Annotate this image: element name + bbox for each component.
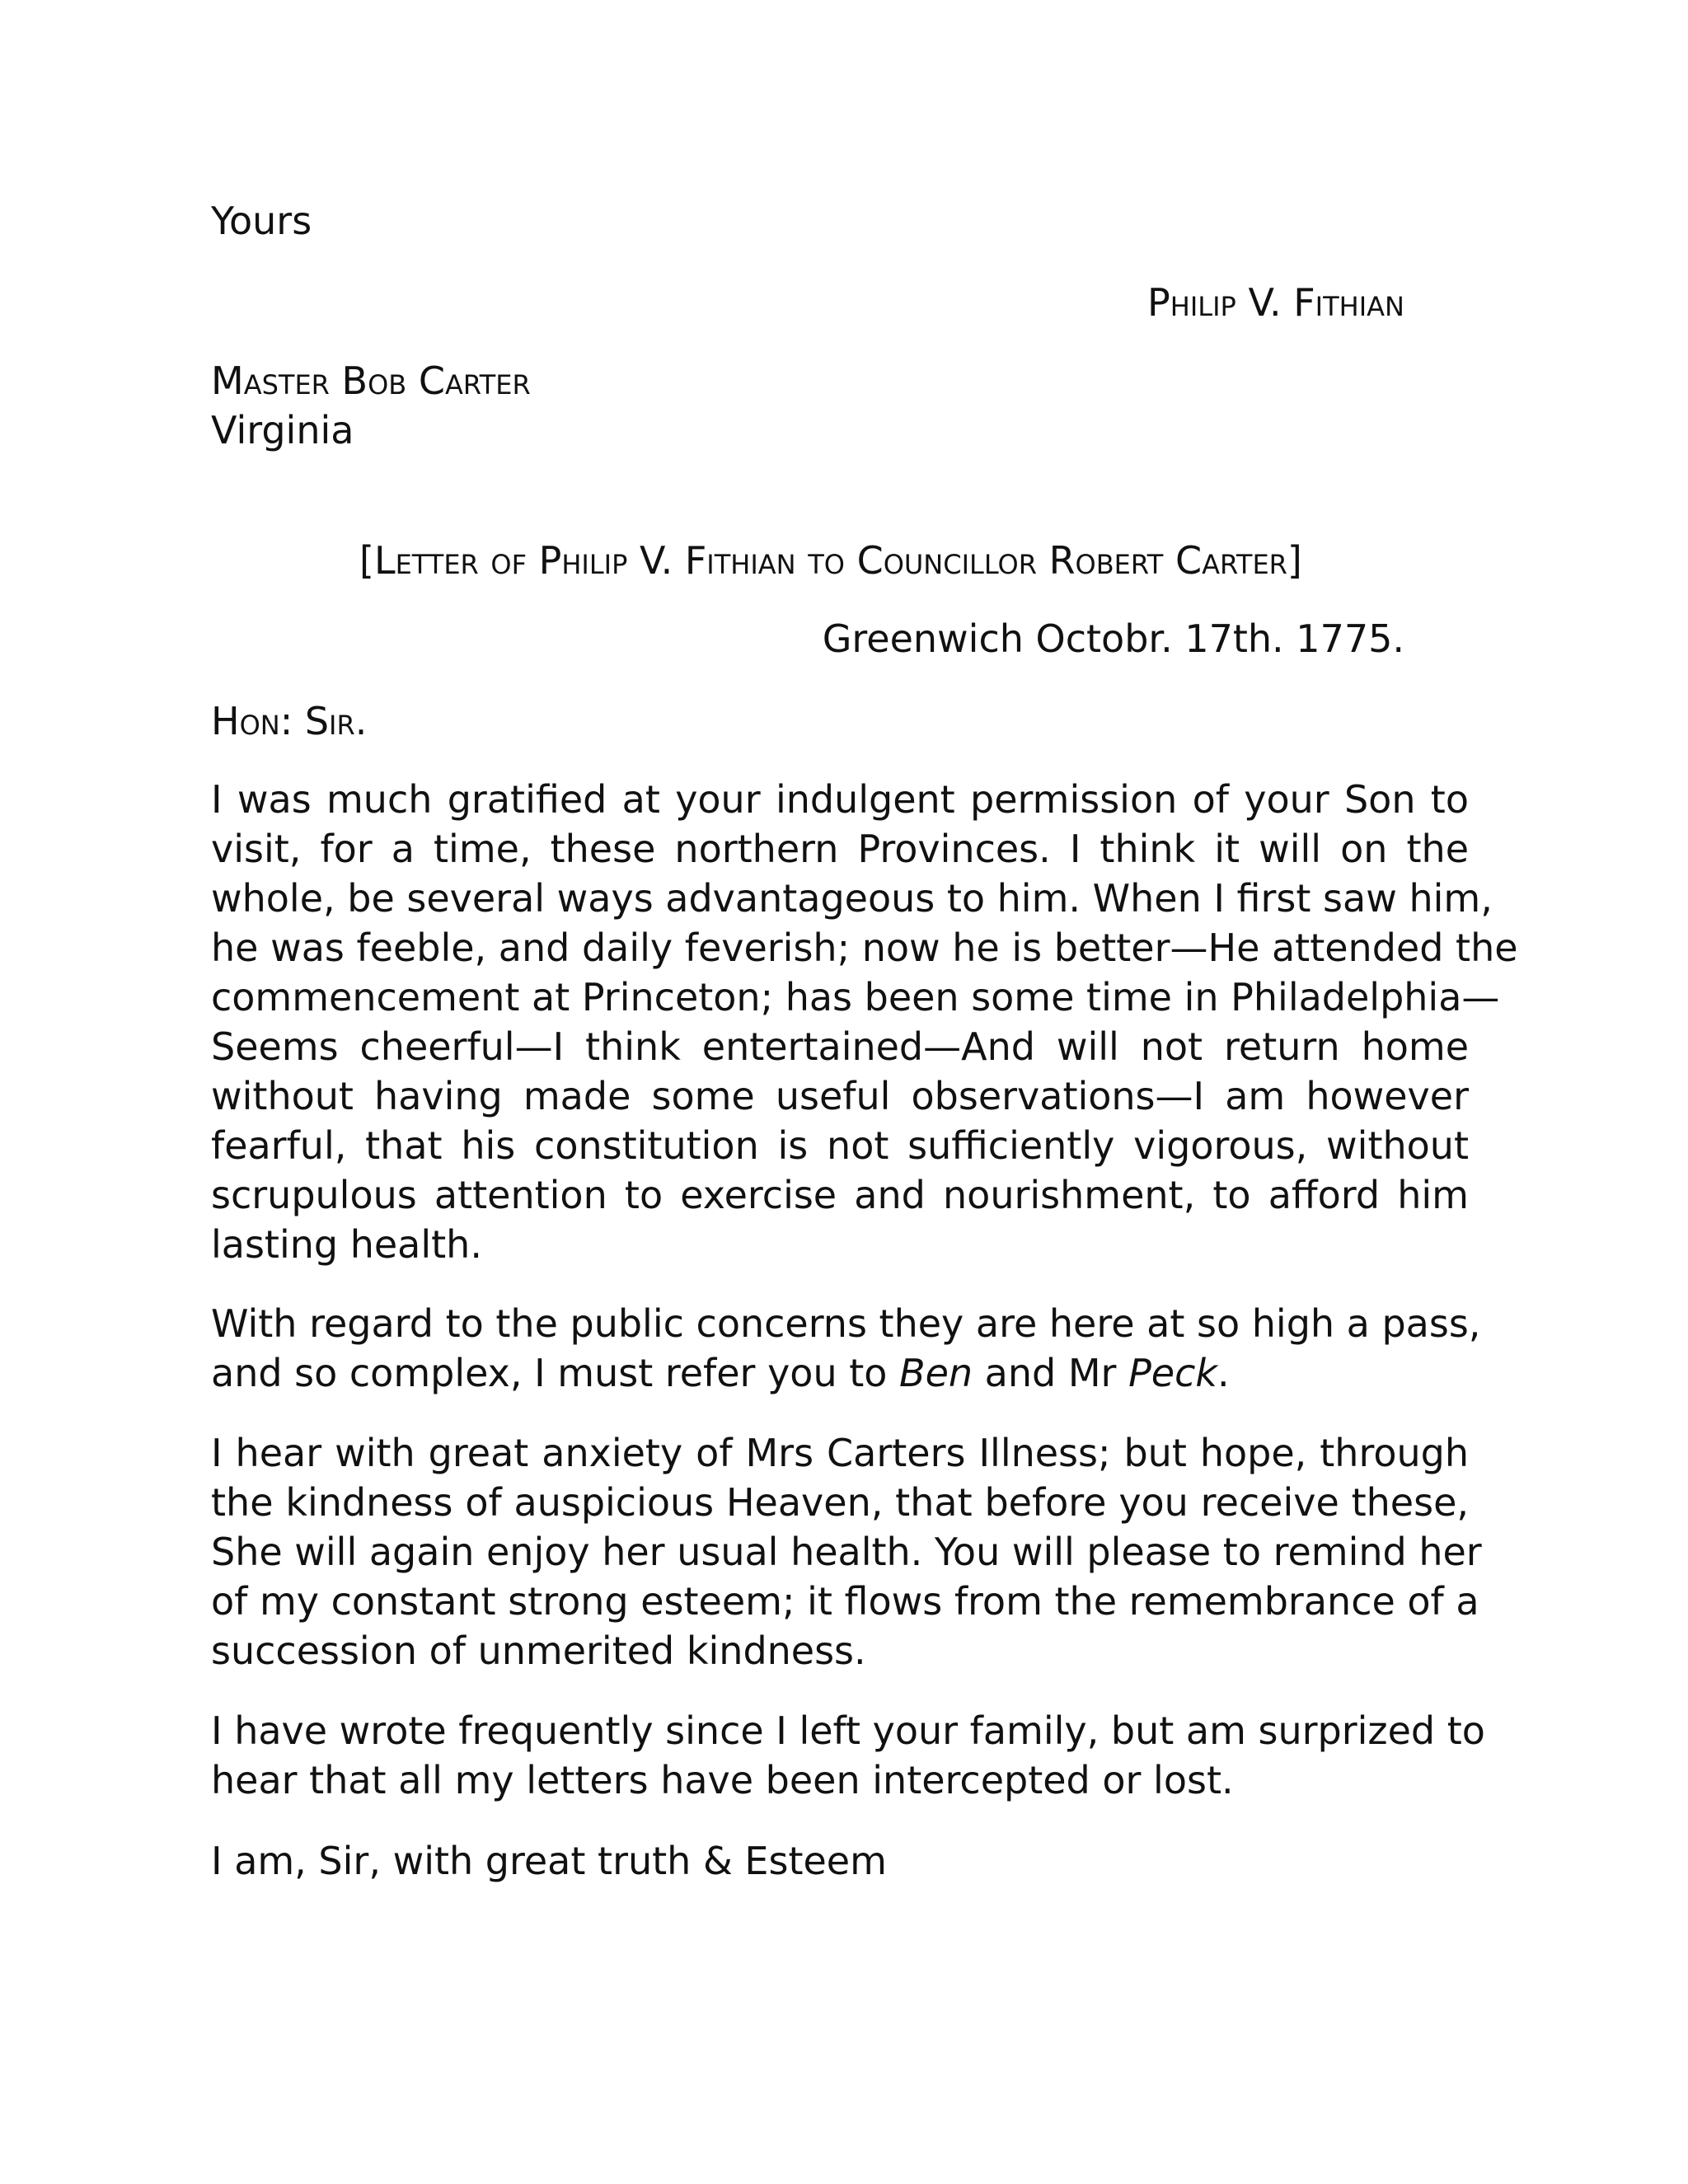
signature-fithian: Philip V. Fithian — [1147, 280, 1404, 325]
paragraph-line: succession of unmerited kindness. — [211, 1629, 866, 1673]
text-run: and so complex, I must refer you to — [211, 1351, 900, 1395]
paragraph-line: With regard to the public concerns they are here at so high a pass, — [211, 1301, 1481, 1346]
paragraph-line — [211, 1348, 1469, 1398]
paragraph-line: without having made some useful observations—I am however — [211, 1074, 1469, 1118]
recipient-name: Master Bob Carter — [211, 359, 531, 403]
paragraph-line: the kindness of auspicious Heaven, that before you receive these, — [211, 1480, 1469, 1525]
paragraph-line: of my constant strong esteem; it flows from the remembrance of a — [211, 1579, 1479, 1624]
dateline: Greenwich Octobr. 17th. 1775. — [822, 616, 1404, 661]
text-run: . — [1217, 1351, 1230, 1395]
closing-yours: Yours — [211, 199, 312, 243]
text-run: and Mr — [973, 1351, 1129, 1395]
paragraph-2 — [211, 1299, 1481, 1398]
paragraph-line: hear that all my letters have been intercepted or lost. — [211, 1758, 1234, 1802]
paragraph-line: Seems cheerful—I think entertained—And will not return home — [211, 1024, 1469, 1069]
name-ben: Ben — [899, 1351, 973, 1395]
paragraph-line: whole, be several ways advantageous to him. When I first saw him, — [211, 876, 1493, 921]
salutation: Hon: Sir. — [211, 699, 368, 743]
paragraph-line: I hear with great anxiety of Mrs Carters Illness; but hope, through — [211, 1431, 1469, 1475]
paragraph-1 — [211, 775, 1518, 1269]
paragraph-line: She will again enjoy her usual health. You will please to remind her — [211, 1530, 1482, 1574]
paragraph-line: scrupulous attention to exercise and nourishment, to afford him — [211, 1173, 1469, 1217]
paragraph-line: fearful, that his constitution is not sufficiently vigorous, without — [211, 1123, 1469, 1168]
name-peck: Peck — [1128, 1351, 1218, 1395]
paragraph-line: he was feeble, and daily feverish; now he is better—He attended the — [211, 926, 1518, 970]
paragraph-line: visit, for a time, these northern Provinces. I think it will on the — [211, 827, 1469, 871]
recipient-place: Virginia — [211, 408, 354, 452]
paragraph-line: I was much gratified at your indulgent permission of your Son to — [211, 777, 1469, 822]
paragraph-4 — [211, 1706, 1485, 1805]
closing-line: I am, Sir, with great truth & Esteem — [211, 1839, 887, 1883]
paragraph-line: I have wrote frequently since I left your family, but am surprized to — [211, 1708, 1485, 1753]
paragraph-line: commencement at Princeton; has been some time in Philadelphia— — [211, 975, 1500, 1019]
paragraph-3 — [211, 1428, 1482, 1675]
paragraph-line: lasting health. — [211, 1222, 482, 1267]
letter-heading: [Letter of Philip V. Fithian to Councillor Robert Carter] — [359, 538, 1302, 583]
